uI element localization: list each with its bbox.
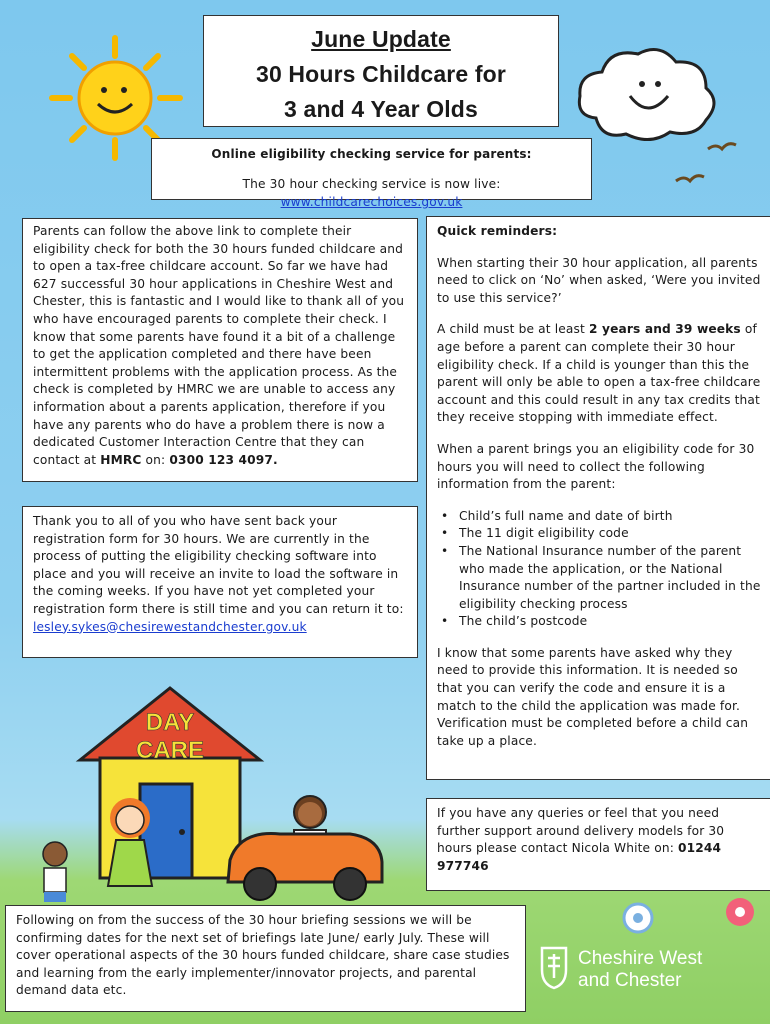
queries-phone: 01244 977746 — [437, 841, 722, 873]
applications-update-text: Parents can follow the above link to complete their eligibility check for both the 30 hours funded childcare and to open a tax-free childcare account. So far we have had 627 successful 30 hour applications in Cheshire West and Chester, this is fantastic and I would like to thank all of you who have encouraged parents to complete their check. I know that some parents have found it a bit of a challenge to get the application completed and there have been intermittent problems with the application process. As the check is completed by HMRC we are unable to access any information about a parents application, therefore if you have any parents who do have a problem there is now a dedicated Customer Interaction Centre that they can contact at — [33, 224, 405, 467]
online-service-box — [151, 138, 592, 209]
queries-box — [426, 798, 770, 891]
birds-illustration — [672, 135, 742, 195]
car-illustration — [220, 790, 390, 910]
title-box — [203, 15, 559, 127]
list-item: • The child’s postcode — [437, 613, 762, 631]
title-line-1: June Update — [311, 26, 451, 52]
hmrc-phone: 0300 123 4097. — [169, 452, 278, 467]
cloud-illustration — [566, 38, 726, 148]
briefing-text: Following on from the success of the 30 hour briefing sessions we will be confirming dates for the next set of briefings late June/ early July. These will cover operational aspects of the 30 hours funded childcare, share case studies and learning from the early implementer/innovator projects, and parental demand data etc. — [16, 913, 510, 998]
child-girl-illustration — [96, 790, 166, 900]
logo-text — [578, 948, 702, 992]
online-service-heading: Online eligibility checking service for parents: — [211, 147, 532, 161]
reminder-p2-pre: A child must be at least — [437, 322, 589, 337]
list-item: • Child’s full name and date of birth — [437, 508, 762, 526]
hmrc-label: HMRC — [100, 452, 142, 467]
logo-line-2: and Chester — [578, 970, 682, 991]
crest-icon — [538, 944, 570, 990]
reminder-paragraph-4: I know that some parents have asked why they need to provide this information. It is needed so that you can verify the code and ensure it is a match to the child the application was made for. Verification must be completed before a child can take up a place. — [437, 645, 749, 748]
online-service-intro: The 30 hour checking service is now live: — [242, 177, 501, 191]
list-item: • The 11 digit eligibility code — [437, 525, 762, 543]
applications-update-box — [22, 218, 418, 482]
flowers-illustration — [610, 892, 770, 942]
sign-day-text: DAY — [145, 709, 195, 736]
briefing-box — [5, 905, 526, 1012]
title-line-2: 30 Hours Childcare for — [256, 61, 506, 87]
quick-reminders-heading: Quick reminders: — [437, 224, 558, 238]
email-link[interactable]: lesley.sykes@chesirewestandchester.gov.uk — [33, 619, 307, 634]
reminder-paragraph-3: When a parent brings you an eligibility code for 30 hours you will need to collect the following information from the parent: — [437, 441, 755, 492]
reminder-p2-post: of age before a parent can complete their 30 hour eligibility check. If a child is younger than this the parent will only be able to open a tax-free childcare account and this could result in any tax credits that they receive stopping with immediate effect. — [437, 322, 761, 425]
reminder-paragraph-2 — [437, 321, 762, 427]
list-item: • The National Insurance number of the parent who made the application, or the National Insurance number of the partner included in the eligibility checking process — [437, 543, 762, 613]
registration-form-text: Thank you to all of you who have sent back your registration form for 30 hours. We are currently in the process of putting the eligibility checking software into place and you will receive an invite to load the software in the coming weeks. If you have not yet completed your registration form there is still time and you can return it to: — [33, 514, 404, 616]
child-boy-illustration — [30, 838, 80, 908]
cheshire-west-logo — [538, 940, 738, 1000]
logo-line-1: Cheshire West — [578, 948, 703, 969]
registration-form-box — [22, 506, 418, 658]
sign-care-text: CARE — [135, 737, 205, 764]
hmrc-on-text: on: — [141, 452, 170, 467]
reminder-paragraph-1: When starting their 30 hour application, all parents need to click on ‘No’ when asked, ‘Were you invited to use this service?’ — [437, 255, 761, 305]
title-line-3: 3 and 4 Year Olds — [284, 96, 478, 122]
reminder-p2-bold: 2 years and 39 weeks — [588, 322, 741, 337]
online-service-text — [158, 175, 585, 211]
information-list — [437, 508, 762, 631]
quick-reminders-box — [426, 216, 770, 780]
queries-text: If you have any queries or feel that you need further support around delivery models for 30 hours please contact Nicola White on: — [437, 806, 725, 856]
childcarechoices-link[interactable]: www.childcarechoices.gov.uk — [280, 195, 463, 209]
